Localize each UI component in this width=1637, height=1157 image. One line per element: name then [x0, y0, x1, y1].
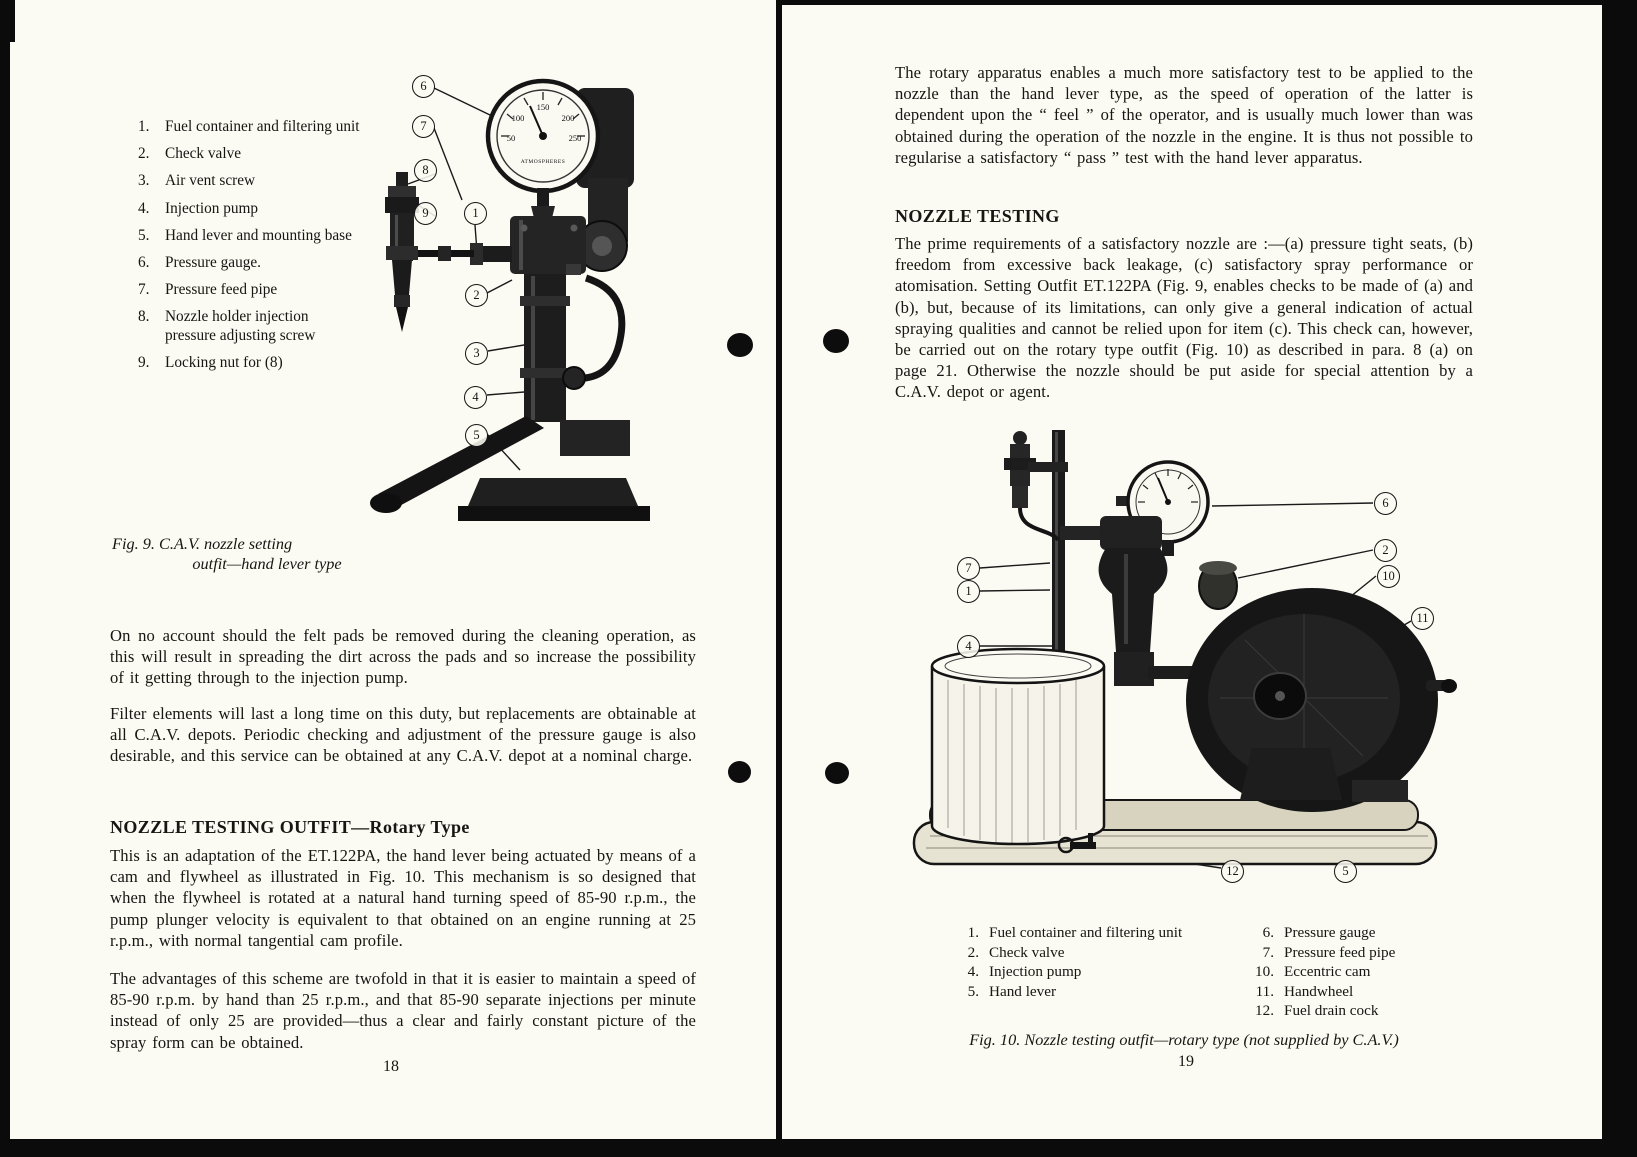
figure-9	[338, 60, 688, 540]
part-label: Check valve	[989, 943, 1065, 961]
fig10-callout-7	[957, 557, 980, 580]
part-label: Pressure feed pipe	[165, 281, 278, 299]
fig10-callout-5	[1334, 860, 1357, 883]
part-label: Hand lever	[989, 982, 1057, 1000]
list-item	[138, 172, 360, 190]
part-label: Injection pump	[165, 199, 259, 217]
callout-number: 7	[965, 561, 972, 575]
fig9-callout-6	[412, 75, 435, 98]
right-paragraph-2: The prime requirements of a satisfactory nozzle are :—(a) pressure tight seats, (b) freedom from excessive back leakage, (c) satisfactory spray performance or atomisation. Setting Outfit ET.122PA (Fig. 9, enables checks to be made of (a) and (b), but, because of its limitations, can only give a general indication of actual spraying qualities and cannot be relied upon for item (c). This check can, however, be carried out on the rotary type outfit (Fig. 10) as described in para. 8 (a) on page 21. Otherwise the nozzle should be put aside for special attention by a C.A.V. depot or agent.	[895, 234, 1473, 402]
callout-number: 12	[1226, 864, 1239, 878]
fig9-caption	[112, 534, 402, 574]
right-section-heading: NOZZLE TESTING	[895, 206, 1060, 226]
part-label: Pressure feed pipe	[1284, 943, 1396, 961]
binder-hole	[728, 761, 751, 783]
callout-number: 3	[473, 346, 480, 360]
callout-number: 5	[1342, 864, 1349, 878]
callout-number: 1	[472, 206, 479, 220]
right-paragraph-1: The rotary apparatus enables a much more satisfactory test to be applied to the nozzle than the hand lever type, as the speed of operation of the latter is dependent upon the “ feel ” of the operator, and is usually much lower than was obtained during the operation of the nozzle in the engine. It is thus not possible to regularise a satisfactory “ pass ” test with the hand lever apparatus.	[895, 63, 1473, 167]
left-paragraph-1: On no account should the felt pads be removed during the cleaning operation, as this will result in spreading the dirt across the pads and so increase the possibility of it getting through to the injection pump.	[110, 626, 696, 688]
part-number: 8.	[138, 308, 150, 326]
list-item	[955, 944, 1215, 963]
fig10-callout-6	[1374, 492, 1397, 515]
figure-10	[900, 428, 1460, 898]
part-number: 2.	[138, 145, 150, 163]
fig9-callout-2	[465, 284, 488, 307]
part-number: 4.	[138, 199, 150, 217]
callout-number: 1	[965, 584, 972, 598]
part-label: Pressure gauge.	[165, 254, 262, 272]
part-number: 6.	[138, 254, 150, 272]
fig10-callout-11	[1411, 607, 1434, 630]
fig10-callout-10	[1377, 565, 1400, 588]
fig10-parts-list-col1	[955, 924, 1215, 1002]
right-page-number: 19	[1178, 1053, 1194, 1070]
part-label: Air vent screw	[165, 172, 256, 190]
fig9-callout-7	[412, 115, 435, 138]
part-label: Hand lever and mounting base	[165, 226, 352, 244]
callout-number: 9	[422, 206, 429, 220]
callout-number: 6	[1382, 496, 1389, 510]
list-item	[138, 254, 360, 272]
list-item	[138, 354, 360, 372]
left-section-heading: NOZZLE TESTING OUTFIT—Rotary Type	[110, 817, 470, 837]
left-paragraph-3: This is an adaptation of the ET.122PA, the hand lever being actuated by means of a cam and flywheel as illustrated in Fig. 10. This mechanism is so designed that when the flywheel is rotated at a natural hand turning speed of 85-90 r.p.m., the pump plunger velocity is equivalent to that obtained on an engine running at 25 r.p.m., with normal tangential cam profile.	[110, 846, 696, 950]
binder-hole	[825, 762, 849, 784]
bottom-edge-strip	[0, 1139, 1637, 1157]
list-item	[138, 200, 360, 218]
part-label: Fuel drain cock	[1284, 1002, 1379, 1019]
callout-number: 5	[473, 428, 480, 442]
list-item	[955, 983, 1215, 1002]
gauge-label-150: 150	[536, 102, 550, 112]
part-number: 5.	[967, 982, 979, 1000]
list-item	[138, 118, 360, 136]
part-label: Injection pump	[989, 963, 1082, 980]
list-item	[1250, 1002, 1480, 1021]
gauge-label-100: 100	[511, 113, 525, 123]
list-item	[138, 281, 360, 299]
list-item	[138, 308, 360, 344]
part-number: 7.	[1262, 943, 1274, 961]
part-label: Handwheel	[1284, 982, 1354, 1000]
part-number: 5.	[138, 226, 150, 244]
callout-number: 10	[1382, 569, 1395, 583]
binder-hole	[823, 329, 849, 353]
part-label: Pressure gauge	[1284, 924, 1376, 941]
callout-number: 8	[422, 163, 429, 177]
fig9-callout-5	[465, 424, 488, 447]
gauge-unit-label: ATMOSPHERES	[520, 159, 566, 165]
part-number: 7.	[138, 281, 150, 299]
callout-number: 11	[1416, 611, 1429, 625]
part-label: Eccentric cam	[1284, 963, 1371, 980]
callout-number: 2	[473, 288, 480, 302]
gutter-line	[776, 0, 782, 1157]
part-number: 4.	[967, 963, 979, 980]
fig9-caption-line1: Fig. 9. C.A.V. nozzle setting	[112, 534, 293, 553]
part-label: Fuel container and filtering unit	[989, 924, 1183, 941]
right-page-edge	[1602, 0, 1637, 1157]
list-item	[1250, 944, 1480, 963]
gauge-label-50: 50	[506, 133, 516, 143]
part-label: Fuel container and filtering unit	[165, 118, 360, 135]
left-paragraph-4: The advantages of this scheme are twofold in that it is easier to maintain a speed of 85-90 r.p.m. by hand than 25 r.p.m., and that 85-90 separate injections per minute instead of only 25 are provided—thus a clear and fairly constant picture of the spray form can be obtained.	[110, 969, 696, 1052]
part-label: Check valve	[165, 145, 242, 163]
left-paragraph-2: Filter elements will last a long time on this duty, but replacements are obtainable at all C.A.V. depots. Periodic checking and adjustment of the pressure gauge is also desirable, and this service can be obtained at any C.A.V. depot at a nominal charge.	[110, 704, 696, 766]
part-number: 3.	[138, 172, 150, 190]
list-item	[1250, 963, 1480, 982]
fig9-callout-9	[414, 202, 437, 225]
fig9-callout-8	[414, 159, 437, 182]
fig9-callout-4	[464, 386, 487, 409]
top-edge-strip	[776, 0, 1637, 5]
fig9-caption-line2: outfit—hand lever type	[192, 554, 342, 573]
part-number: 11.	[1255, 982, 1274, 1000]
part-number: 12.	[1255, 1002, 1274, 1019]
fig10-callout-12	[1221, 860, 1244, 883]
fig10-caption: Fig. 10. Nozzle testing outfit—rotary type (not supplied by C.A.V.)	[969, 1030, 1399, 1049]
callout-number: 4	[965, 639, 972, 653]
part-number: 9.	[138, 353, 150, 371]
list-item	[138, 145, 360, 163]
list-item	[955, 924, 1215, 943]
fig9-callout-3	[465, 342, 488, 365]
part-number: 1.	[967, 924, 979, 941]
fig10-callout-2	[1374, 539, 1397, 562]
left-page-number: 18	[383, 1058, 399, 1075]
fig9-hand-lever-tester-drawing	[338, 60, 688, 540]
list-item	[138, 227, 360, 245]
list-item	[1250, 924, 1480, 943]
callout-number: 6	[420, 79, 427, 93]
part-label: Locking nut for (8)	[165, 353, 283, 371]
binder-hole	[727, 333, 753, 357]
fig10-callout-4	[957, 635, 980, 658]
part-number: 1.	[138, 118, 150, 135]
list-item	[1250, 983, 1480, 1002]
list-item	[955, 963, 1215, 982]
callout-number: 7	[420, 119, 427, 133]
left-page-edge	[0, 0, 10, 1157]
fig9-parts-list	[138, 118, 360, 381]
left-corner-mark	[0, 0, 15, 42]
callout-number: 2	[1382, 543, 1389, 557]
fig10-callout-1	[957, 580, 980, 603]
part-label: Nozzle holder injection pressure adjusting screw	[165, 308, 316, 344]
gauge-label-250: 250	[568, 133, 582, 143]
part-number: 6.	[1262, 924, 1274, 941]
fig10-parts-list-col2	[1250, 924, 1480, 1022]
gauge-label-200: 200	[561, 113, 575, 123]
callout-number: 4	[472, 390, 479, 404]
fig9-callout-1	[464, 202, 487, 225]
part-number: 10.	[1255, 963, 1274, 980]
part-number: 2.	[967, 943, 979, 961]
